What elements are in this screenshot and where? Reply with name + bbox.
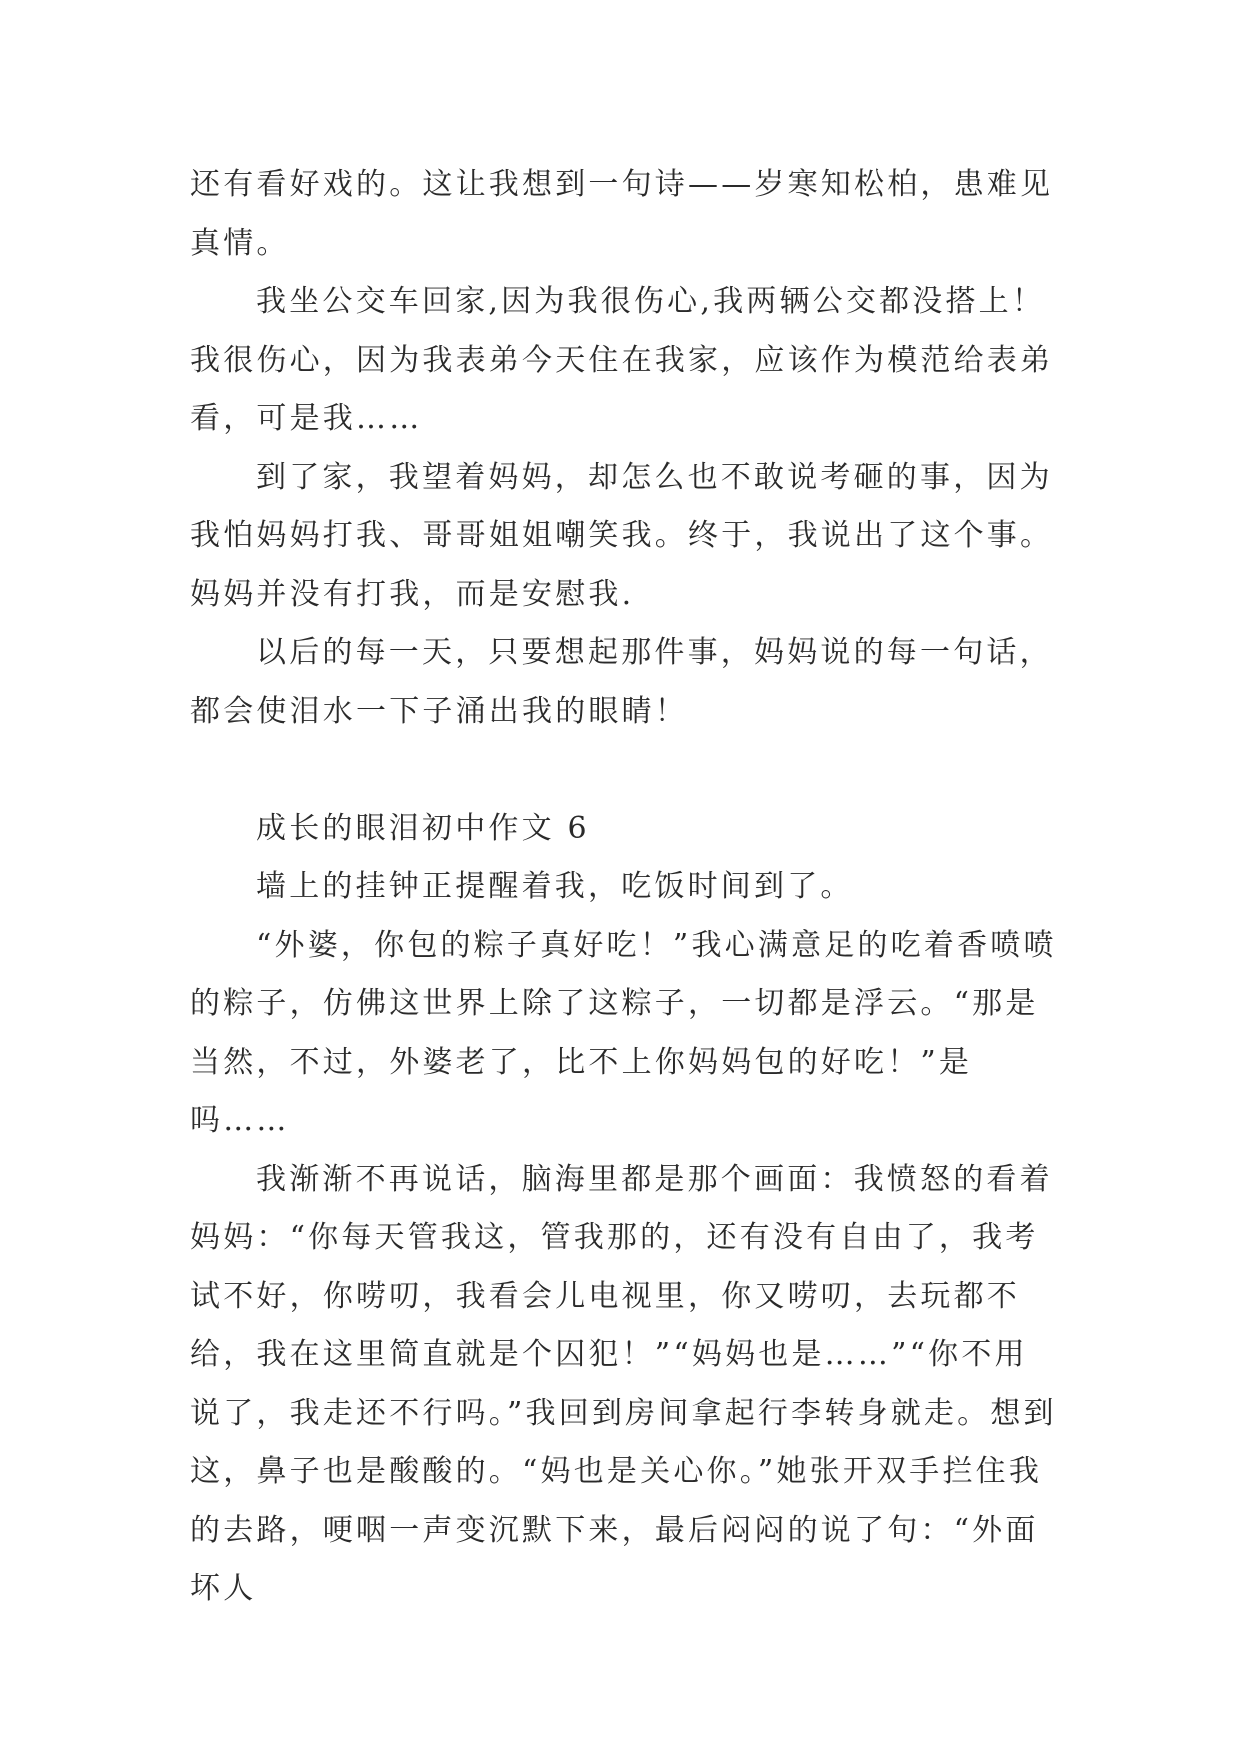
paragraph-2: 我坐公交车回家,因为我很伤心,我两辆公交都没搭上！我很伤心，因为我表弟今天住在我家，应该作为模范给表弟看，可是我…… [190,284,1054,436]
document-body [190,156,1060,1619]
paragraph-6: “外婆，你包的粽子真好吃！”我心满意足的吃着香喷喷的粽子，仿佛这世界上除了这粽子，一切都是浮云。“那是当然，不过，外婆老了，比不上你妈妈包的好吃！”是吗…… [190,927,1057,1138]
essay-heading: 成长的眼泪初中作文 6 [256,810,590,846]
paragraph-5: 墙上的挂钟正提醒着我，吃饭时间到了。 [256,869,854,904]
paragraph-7: 我渐渐不再说话，脑海里都是那个画面：我愤怒的看着妈妈：“你每天管我这，管我那的，还有没有自由了，我考试不好，你唠叨，我看会儿电视里，你又唠叨，去玩都不给，我在这里简直就是个囚犯！”“妈妈也是……”“你不用说了，我走还不行吗。”我回到房间拿起行李转身就走。想到这，鼻子也是酸酸的。“妈也是关心你。”她张开双手拦住我的去路，哽咽一声变沉默下来，最后闷闷的说了句：“外面坏人 [190,1161,1057,1606]
section-spacer [190,741,1060,800]
paragraph-1: 还有看好戏的。这让我想到一句诗——岁寒知松柏，患难见真情。 [190,167,1054,261]
paragraph-3: 到了家，我望着妈妈，却怎么也不敢说考砸的事，因为我怕妈妈打我、哥哥姐姐嘲笑我。终于，我说出了这个事。妈妈并没有打我，而是安慰我. [190,459,1054,612]
paragraph-4: 以后的每一天，只要想起那件事，妈妈说的每一句话，都会使泪水一下子涌出我的眼睛！ [190,635,1053,729]
